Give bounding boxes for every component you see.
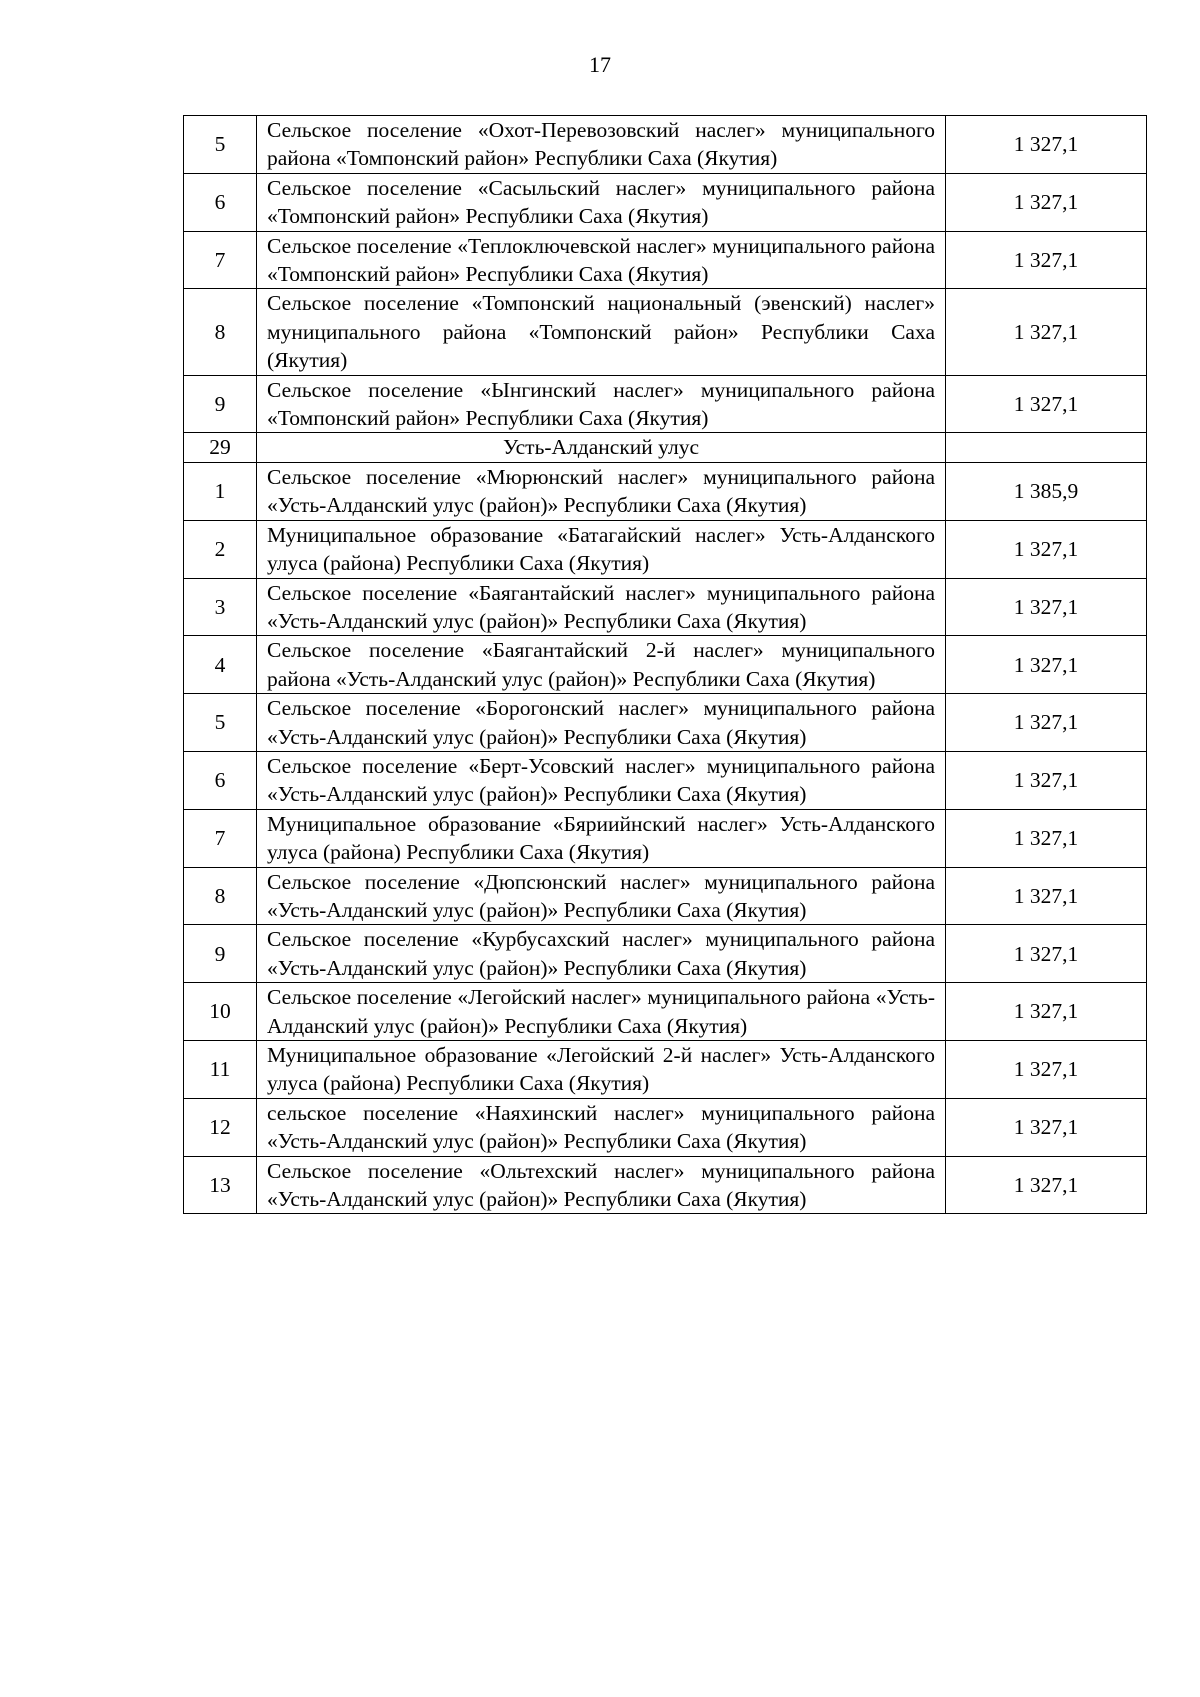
table-row [184, 1156, 1147, 1214]
amount-cell: 1 327,1 [946, 636, 1147, 694]
amount-cell: 1 327,1 [946, 289, 1147, 375]
district-header-row [184, 433, 1147, 462]
row-number-cell: 8 [184, 289, 257, 375]
settlement-name-cell: Сельское поселение «Легойский наслег» муниципального района «Усть-Алданский улус (район)» Республики Саха (Якутия) [257, 983, 946, 1041]
settlement-name-cell: Сельское поселение «Курбусахский наслег» муниципального района «Усть-Алданский улус (район)» Республики Саха (Якутия) [257, 925, 946, 983]
amount-cell: 1 327,1 [946, 1041, 1147, 1099]
amount-cell: 1 385,9 [946, 462, 1147, 520]
settlement-name-cell: Сельское поселение «Охот-Перевозовский наслег» муниципального района «Томпонский район» Республики Саха (Якутия) [257, 116, 946, 174]
table-row [184, 578, 1147, 636]
settlement-name-cell: Сельское поселение «Теплоключевской наслег» муниципального района «Томпонский район» Республики Саха (Якутия) [257, 231, 946, 289]
amount-cell: 1 327,1 [946, 116, 1147, 174]
amount-cell: 1 327,1 [946, 867, 1147, 925]
settlement-name-cell: Сельское поселение «Ольтехский наслег» муниципального района «Усть-Алданский улус (район)» Республики Саха (Якутия) [257, 1156, 946, 1214]
table-row [184, 375, 1147, 433]
table-row [184, 983, 1147, 1041]
settlement-name-cell: сельское поселение «Наяхинский наслег» муниципального района «Усть-Алданский улус (район)» Республики Саха (Якутия) [257, 1098, 946, 1156]
settlement-name-cell: Муниципальное образование «Легойский 2-й наслег» Усть-Алданского улуса (района) Республики Саха (Якутия) [257, 1041, 946, 1099]
settlement-name-cell: Сельское поселение «Баягантайский 2-й наслег» муниципального района «Усть-Алданский улус (район)» Республики Саха (Якутия) [257, 636, 946, 694]
row-number-cell: 2 [184, 520, 257, 578]
table-row [184, 231, 1147, 289]
table-row [184, 462, 1147, 520]
table-row [184, 751, 1147, 809]
settlement-name-cell: Сельское поселение «Борогонский наслег» муниципального района «Усть-Алданский улус (район)» Республики Саха (Якутия) [257, 694, 946, 752]
amount-cell: 1 327,1 [946, 173, 1147, 231]
amount-cell: 1 327,1 [946, 1156, 1147, 1214]
table-row [184, 173, 1147, 231]
amount-cell: 1 327,1 [946, 751, 1147, 809]
row-number-cell: 29 [184, 433, 257, 462]
settlement-name-cell: Сельское поселение «Томпонский национальный (эвенский) наслег» муниципального района «Томпонский район» Республики Саха (Якутия) [257, 289, 946, 375]
table-row [184, 925, 1147, 983]
table-row [184, 809, 1147, 867]
table-row [184, 694, 1147, 752]
row-number-cell: 3 [184, 578, 257, 636]
table-row [184, 1098, 1147, 1156]
settlement-name-cell: Муниципальное образование «Бяриийнский наслег» Усть-Алданского улуса (района) Республики Саха (Якутия) [257, 809, 946, 867]
amount-cell: 1 327,1 [946, 694, 1147, 752]
row-number-cell: 1 [184, 462, 257, 520]
settlement-name-cell: Сельское поселение «Дюпсюнский наслег» муниципального района «Усть-Алданский улус (район)» Республики Саха (Якутия) [257, 867, 946, 925]
row-number-cell: 8 [184, 867, 257, 925]
row-number-cell: 9 [184, 375, 257, 433]
table-row [184, 116, 1147, 174]
row-number-cell: 11 [184, 1041, 257, 1099]
row-number-cell: 7 [184, 231, 257, 289]
row-number-cell: 5 [184, 694, 257, 752]
table-row [184, 289, 1147, 375]
amount-cell: 1 327,1 [946, 1098, 1147, 1156]
amount-cell: 1 327,1 [946, 809, 1147, 867]
allocation-table [183, 115, 1147, 1214]
row-number-cell: 13 [184, 1156, 257, 1214]
amount-cell: 1 327,1 [946, 983, 1147, 1041]
settlement-name-cell: Муниципальное образование «Батагайский наслег» Усть-Алданского улуса (района) Республики Саха (Якутия) [257, 520, 946, 578]
settlement-name-cell: Сельское поселение «Берт-Усовский наслег» муниципального района «Усть-Алданский улус (район)» Республики Саха (Якутия) [257, 751, 946, 809]
district-name-cell: Усть-Алданский улус [257, 433, 946, 462]
page-number: 17 [589, 52, 611, 77]
row-number-cell: 4 [184, 636, 257, 694]
settlement-name-cell: Сельское поселение «Сасыльский наслег» муниципального района «Томпонский район» Республики Саха (Якутия) [257, 173, 946, 231]
row-number-cell: 5 [184, 116, 257, 174]
row-number-cell: 9 [184, 925, 257, 983]
table-row [184, 867, 1147, 925]
row-number-cell: 12 [184, 1098, 257, 1156]
row-number-cell: 6 [184, 751, 257, 809]
table-row [184, 1041, 1147, 1099]
allocation-table-body [184, 116, 1147, 1214]
amount-cell: 1 327,1 [946, 578, 1147, 636]
settlement-name-cell: Сельское поселение «Баягантайский наслег» муниципального района «Усть-Алданский улус (район)» Республики Саха (Якутия) [257, 578, 946, 636]
settlement-name-cell: Сельское поселение «Мюрюнский наслег» муниципального района «Усть-Алданский улус (район)» Республики Саха (Якутия) [257, 462, 946, 520]
table-row [184, 636, 1147, 694]
amount-cell [946, 433, 1147, 462]
amount-cell: 1 327,1 [946, 925, 1147, 983]
row-number-cell: 7 [184, 809, 257, 867]
amount-cell: 1 327,1 [946, 520, 1147, 578]
amount-cell: 1 327,1 [946, 375, 1147, 433]
row-number-cell: 10 [184, 983, 257, 1041]
settlement-name-cell: Сельское поселение «Ынгинский наслег» муниципального района «Томпонский район» Республики Саха (Якутия) [257, 375, 946, 433]
table-row [184, 520, 1147, 578]
row-number-cell: 6 [184, 173, 257, 231]
amount-cell: 1 327,1 [946, 231, 1147, 289]
